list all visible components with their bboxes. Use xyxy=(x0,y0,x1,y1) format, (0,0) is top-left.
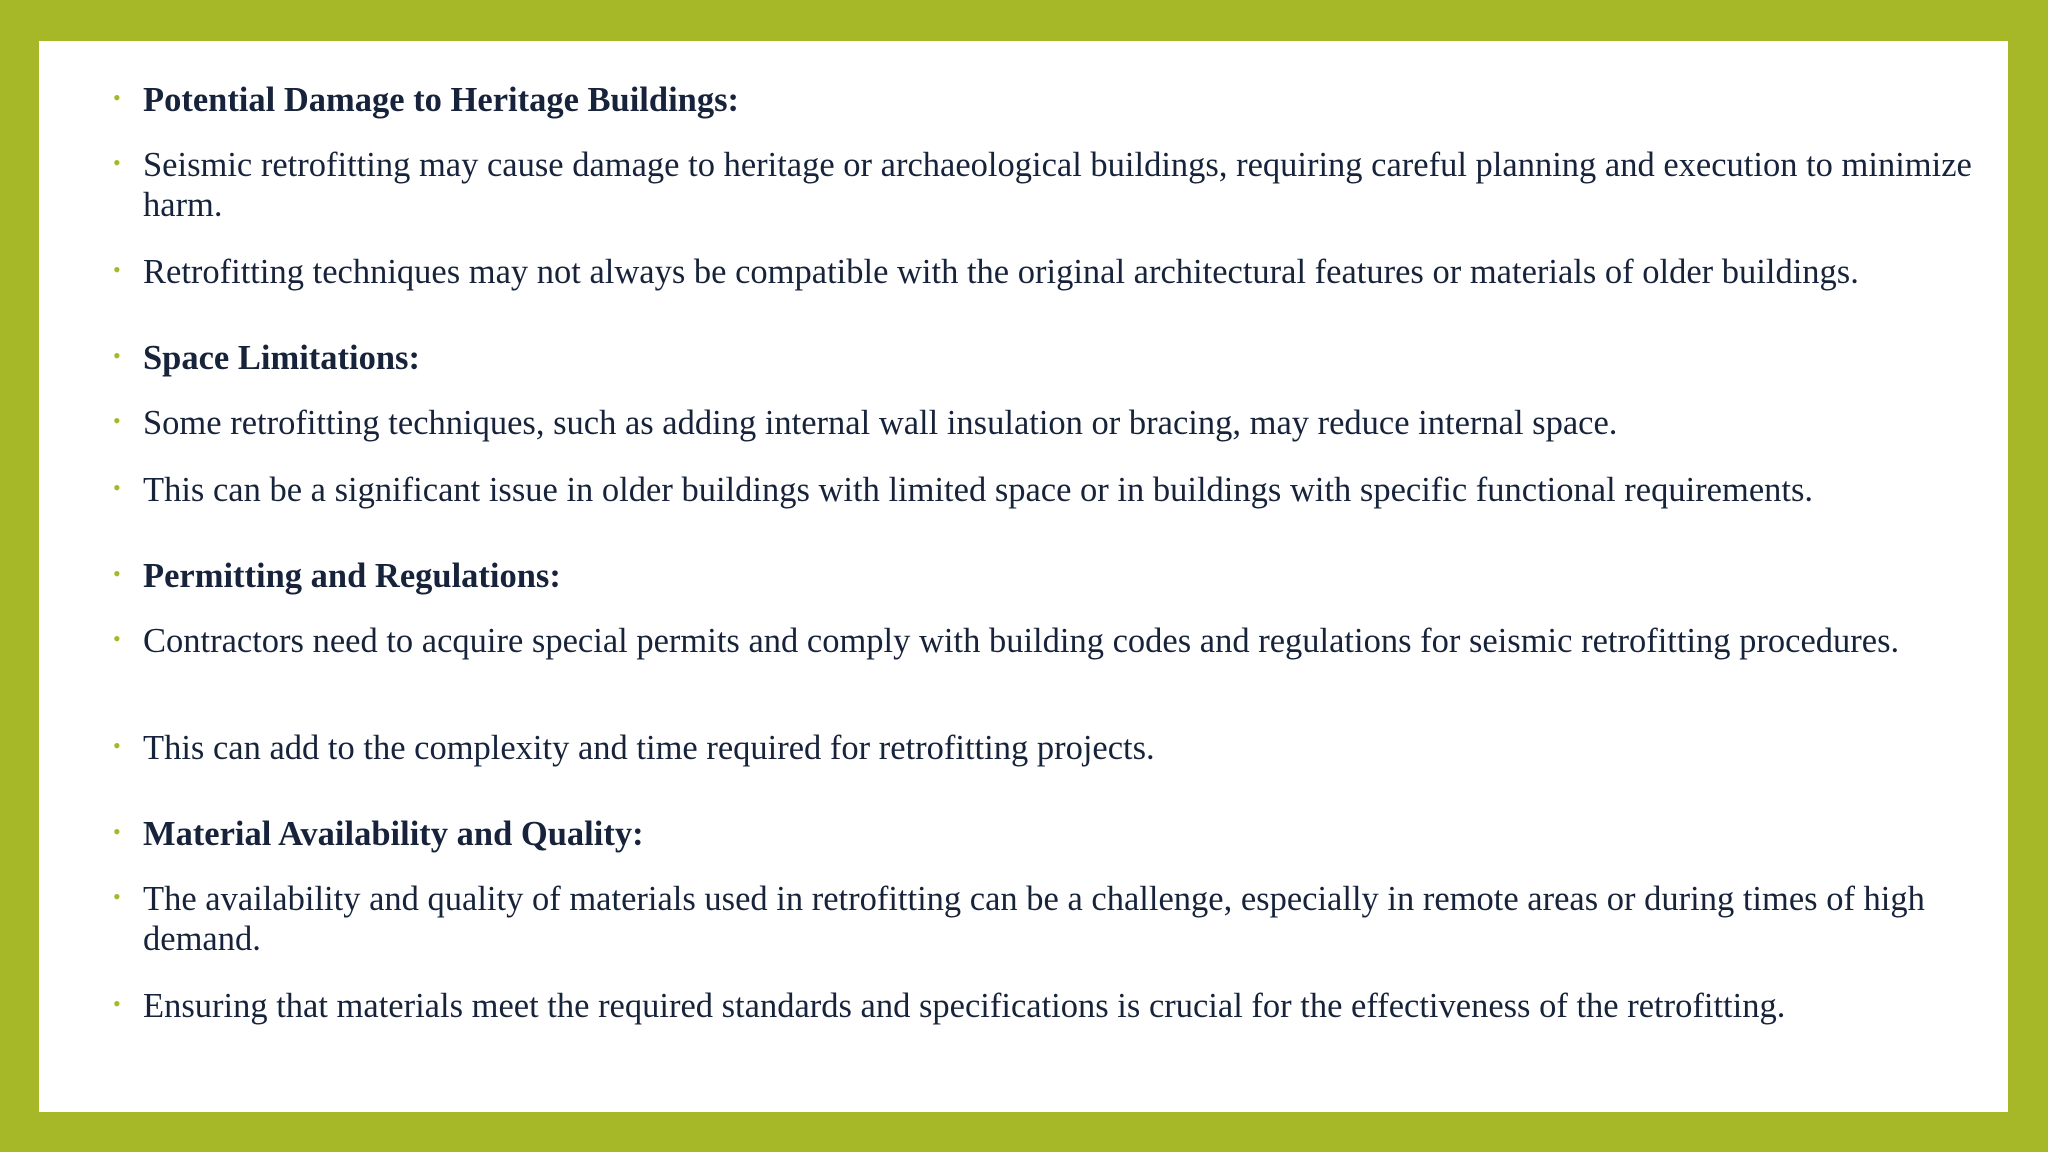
bullet-dot-icon: • xyxy=(113,819,121,844)
bullet-dot-icon: • xyxy=(113,626,121,651)
bullet-dot-icon: • xyxy=(113,475,121,500)
bullet-text: Permitting and Regulations: xyxy=(143,557,561,595)
bullet-text: Space Limitations: xyxy=(143,339,420,377)
bullet-dot-icon: • xyxy=(113,85,121,110)
bullet-text: Material Availability and Quality: xyxy=(143,815,644,853)
bullet-text: Ensuring that materials meet the required standards and specifications is crucial for the effectiveness of the retrofitting. xyxy=(143,987,1786,1025)
bullet-text: Retrofitting techniques may not always be compatible with the original architectural features or materials of older buildings. xyxy=(143,253,1859,291)
bullet-text: This can be a significant issue in older buildings with limited space or in buildings with specific functional requirements. xyxy=(143,471,1814,509)
bullet-dot-icon: • xyxy=(113,408,121,433)
bullet-text: Seismic retrofitting may cause damage to heritage or archaeological buildings, requiring careful planning and execution to minimize harm. xyxy=(143,146,1972,224)
bullet-dot-icon: • xyxy=(113,343,121,368)
bullet-text: This can add to the complexity and time required for retrofitting projects. xyxy=(143,729,1155,767)
bullet-dot-icon: • xyxy=(113,257,121,282)
bullet-text: Potential Damage to Heritage Buildings: xyxy=(143,81,740,119)
bullet-text: Some retrofitting techniques, such as adding internal wall insulation or bracing, may reduce internal space. xyxy=(143,404,1618,442)
bullet-dot-icon: • xyxy=(113,733,121,758)
slide xyxy=(39,41,2008,1112)
bullet-text: The availability and quality of materials used in retrofitting can be a challenge, especially in remote areas or during times of high demand. xyxy=(143,880,1925,958)
bullet-text: Contractors need to acquire special permits and comply with building codes and regulations for seismic retrofitting procedures. xyxy=(143,622,1900,660)
bullet-dot-icon: • xyxy=(113,150,121,175)
bullet-dot-icon: • xyxy=(113,884,121,909)
bullet-dot-icon: • xyxy=(113,561,121,586)
bullet-dot-icon: • xyxy=(113,991,121,1016)
